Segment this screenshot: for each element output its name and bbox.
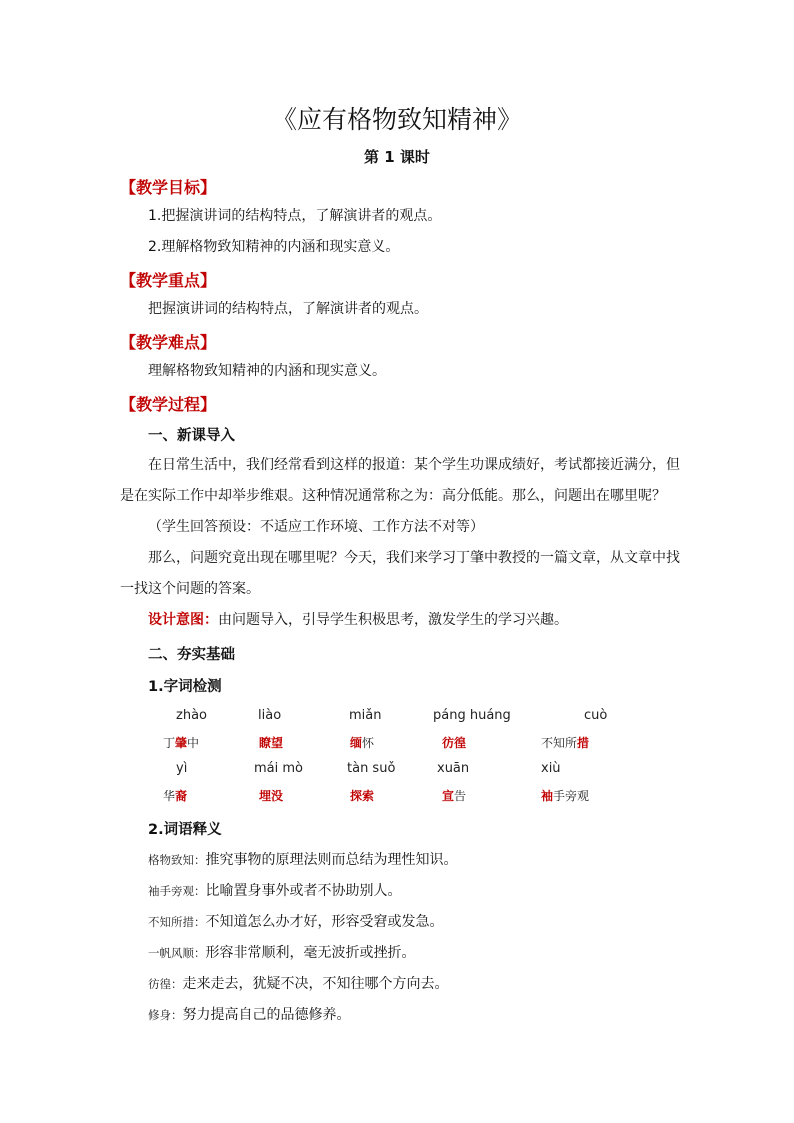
definition-row [148,942,416,962]
word-highlight: 探索 [350,789,375,803]
word-part: 告 [454,789,467,803]
definition-row [148,973,449,993]
word-xuangao [442,787,466,804]
word-highlight: 措 [577,736,590,750]
part1-para1-line1: 在日常生活中，我们经常看到这样的报道：某个学生功课成绩好，考试都接近满分，但 [148,457,680,473]
pinyin-maimo: mái mò [254,761,303,776]
word-highlight: 宣 [442,789,455,803]
pinyin-liao: liào [258,708,282,723]
part1-para2-line1: 那么，问题究竟出现在哪里呢？今天，我们来学习丁肇中教授的一篇文章，从文章中找 [148,550,680,566]
word-highlight: 肇 [175,736,188,750]
section-goal-heading: 【教学目标】 [120,178,217,197]
difficult-text: 理解格物致知精神的内涵和现实意义。 [148,363,386,379]
lesson-subtitle: 第 1 课时 [364,148,430,166]
word-mianhuai [350,734,374,751]
word-zhaozhong [163,734,199,751]
section-process-heading: 【教学过程】 [120,395,217,414]
definition-text: 走来走去，犹疑不决，不知往哪个方向去。 [182,976,449,992]
definition-text: 推究事物的原理法则而总结为理性知识。 [205,852,458,868]
part1-heading: 一、新课导入 [148,428,235,444]
definition-text: 比喻置身事外或者不协助别人。 [205,883,402,899]
pinyin-xiu: xiù [541,761,561,776]
key-text: 把握演讲词的结构特点，了解演讲者的观点。 [148,301,428,317]
part2-sub1: 1.字词检测 [148,679,222,695]
definition-term: 袖手旁观： [148,884,206,898]
word-part: 不知所 [541,736,578,750]
pinyin-cuo: cuò [584,708,608,723]
part2-heading: 二、夯实基础 [148,647,235,663]
definition-term: 不知所措： [148,915,206,929]
word-tansuo [350,787,374,804]
pinyin-mian: miǎn [349,708,382,723]
part2-sub2: 2.词语释义 [148,822,222,838]
word-highlight: 袖 [541,789,554,803]
design-intent [148,610,568,630]
definition-row [148,880,402,900]
definition-term: 格物致知： [148,853,206,867]
word-part: 华 [163,789,176,803]
word-highlight: 彷徨 [442,736,467,750]
word-part: 手旁观 [553,789,590,803]
definition-text: 不知道怎么办才好，形容受窘或发急。 [205,914,444,930]
word-highlight: 瞭望 [259,736,284,750]
goal-item-2: 2.理解格物致知精神的内涵和现实意义。 [148,239,400,255]
word-xiushoupangguan [541,787,589,804]
design-intent-label: 设计意图： [148,612,218,628]
definition-text: 形容非常顺利，毫无波折或挫折。 [205,945,416,961]
word-huayi [163,787,187,804]
section-key-heading: 【教学重点】 [120,271,217,290]
definition-text: 努力提高自己的品德修养。 [182,1007,351,1023]
document-title: 《应有格物致知精神》 [271,105,522,134]
word-part: 怀 [362,736,375,750]
word-highlight: 埋没 [259,789,284,803]
definition-row [148,911,444,931]
design-intent-text: 由问题导入，引导学生积极思考，激发学生的学习兴趣。 [218,612,568,628]
part1-para2-line2: 一找这个问题的答案。 [120,581,260,597]
word-part: 丁 [163,736,176,750]
pinyin-yi: yì [176,761,188,776]
definition-term: 彷徨： [148,977,183,991]
word-part: 中 [187,736,200,750]
word-highlight: 缅 [350,736,363,750]
word-liaowang [259,734,283,751]
pinyin-panghuang: páng huáng [433,708,511,723]
definition-row [148,849,458,869]
pinyin-zhao: zhào [176,708,207,723]
word-highlight: 裔 [175,789,188,803]
goal-item-1: 1.把握演讲词的结构特点，了解演讲者的观点。 [148,208,442,224]
pinyin-xuan: xuān [437,761,470,776]
part1-para1-line2: 是在实际工作中却举步维艰。这种情况通常称之为：高分低能。那么，问题出在哪里呢？ [120,488,666,504]
word-buzhisuocuo [541,734,589,751]
definition-term: 一帆风顺： [148,946,206,960]
definition-row [148,1004,351,1024]
word-panghuang [442,734,466,751]
part1-note: （学生回答预设：不适应工作环境、工作方法不对等） [148,519,484,535]
section-difficult-heading: 【教学难点】 [120,333,217,352]
word-maimo [259,787,283,804]
definition-term: 修身： [148,1008,183,1022]
pinyin-tansuo: tàn suǒ [347,761,396,776]
